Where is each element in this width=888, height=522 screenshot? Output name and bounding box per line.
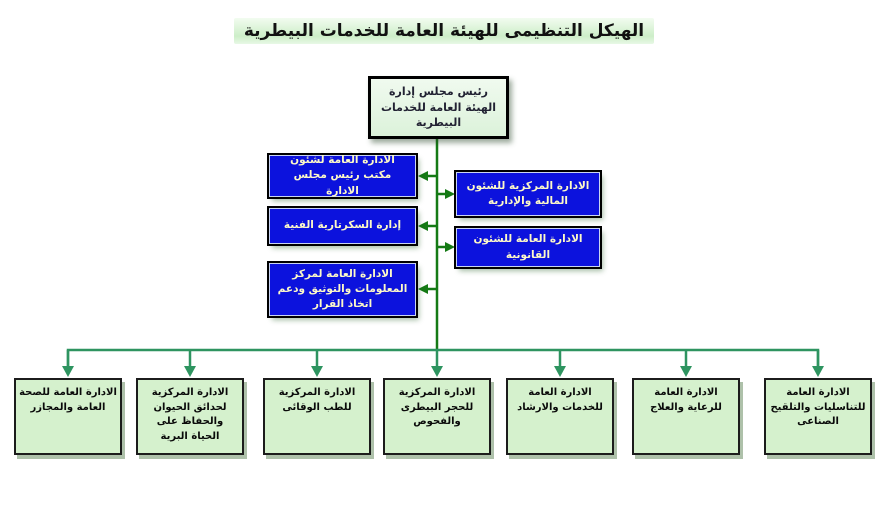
- dept-label: الادارة العامة للصحة العامة والمجازر: [19, 387, 117, 413]
- dept-label: الادارة العامة للخدمات والارشاد: [517, 387, 603, 413]
- org-node-legal-affairs: الادارة العامة للشئون القانونية: [456, 228, 600, 267]
- org-node-information-center: الادارة العامة لمركز المعلومات والتوثيق ودعم اتخاذ القرار: [269, 263, 416, 316]
- org-node-reproduction-artificial-insemination: [764, 378, 872, 455]
- org-node-care-treatment: [632, 378, 740, 455]
- chart-title-text: الهيكل التنظيمى للهيئة العامة للخدمات البيطرية: [234, 18, 654, 44]
- org-node-financial-admin-affairs: الادارة المركزية للشئون المالية والإدارية: [456, 172, 600, 216]
- org-node-technical-secretariat: إدارة السكرتارية الفنية: [269, 208, 416, 244]
- dept-label: الادارة العامة للرعاية والعلاج: [650, 387, 722, 413]
- dept-label: الادارة المركزية لحدائق الحيوان والحفاظ على الحياة البرية: [151, 387, 229, 442]
- org-node-chairman-office-affairs: الادارة العامة لشئون مكتب رئيس مجلس الادارة: [269, 155, 416, 197]
- dept-label: الادارة العامة للتناسليات والتلقيح الصناعى: [770, 387, 866, 427]
- org-node-zoos-wildlife: [136, 378, 244, 455]
- chart-title: [0, 18, 888, 44]
- org-node-chairman: رئيس مجلس إدارة الهيئة العامة للخدمات البيطرية: [368, 76, 509, 139]
- org-node-preventive-medicine: [263, 378, 371, 455]
- dept-label: الادارة المركزية للحجر البيطرى والفحوص: [398, 387, 476, 427]
- org-node-veterinary-quarantine: [383, 378, 491, 455]
- org-node-services-guidance: [506, 378, 614, 455]
- dept-label: الادارة المركزية للطب الوقائى: [278, 387, 356, 413]
- org-node-public-health-slaughterhouses: [14, 378, 122, 455]
